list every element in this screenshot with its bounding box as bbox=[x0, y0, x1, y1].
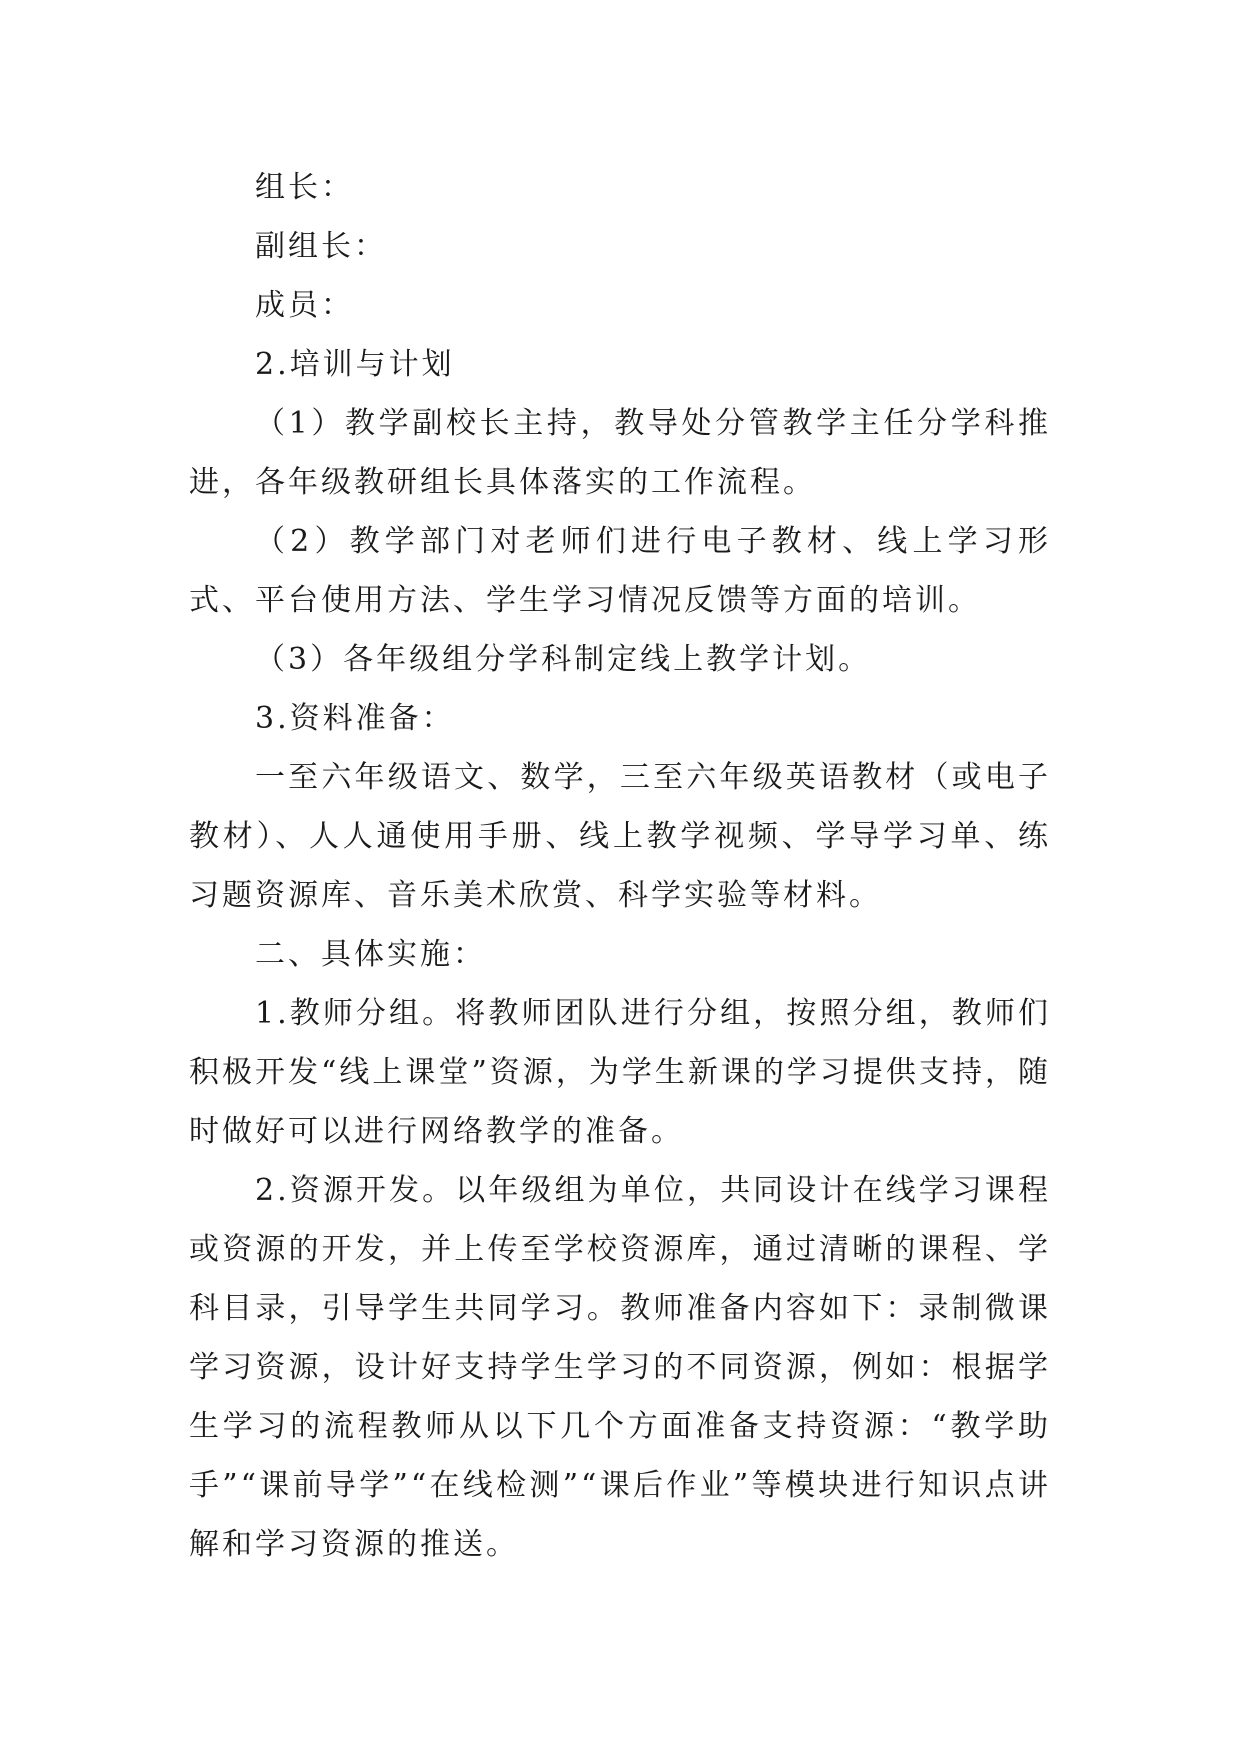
group-leader-line: 组长： bbox=[255, 170, 354, 205]
section-implementation-heading: 二、具体实施： bbox=[255, 937, 486, 972]
teacher-grouping-paragraph: 1.教师分组。将教师团队进行分组，按照分组，教师们积极开发“线上课堂”资源，为学生新课的学习提供支持，随时做好可以进行网络教学的准备。 bbox=[189, 996, 1051, 1149]
deputy-leader-line: 副组长： bbox=[255, 229, 387, 264]
materials-paragraph: 一至六年级语文、数学，三至六年级英语教材（或电子教材）、人人通使用手册、线上教学视频、学导学习单、练习题资源库、音乐美术欣赏、科学实验等材料。 bbox=[189, 760, 1051, 913]
training-item-3: （3）各年级组分学科制定线上教学计划。 bbox=[255, 642, 872, 677]
training-item-1: （1）教学副校长主持，教导处分管教学主任分学科推进，各年级教研组长具体落实的工作流程。 bbox=[189, 406, 1051, 500]
resource-development-paragraph: 2.资源开发。以年级组为单位，共同设计在线学习课程或资源的开发，并上传至学校资源库，通过清晰的课程、学科目录，引导学生共同学习。教师准备内容如下：录制微课学习资源，设计好支持学生学习的不同资源，例如：根据学生学习的流程教师从以下几个方面准备支持资源：“教学助手”“课前导学”“在线检测”“课后作业”等模块进行知识点讲解和学习资源的推送。 bbox=[189, 1173, 1051, 1562]
training-item-2: （2）教学部门对老师们进行电子教材、线上学习形式、平台使用方法、学生学习情况反馈等方面的培训。 bbox=[189, 524, 1051, 618]
section-materials-heading: 3.资料准备： bbox=[255, 701, 455, 736]
members-line: 成员： bbox=[255, 288, 354, 323]
document-body bbox=[189, 158, 1051, 1574]
section-training-heading: 2.培训与计划 bbox=[255, 347, 455, 382]
